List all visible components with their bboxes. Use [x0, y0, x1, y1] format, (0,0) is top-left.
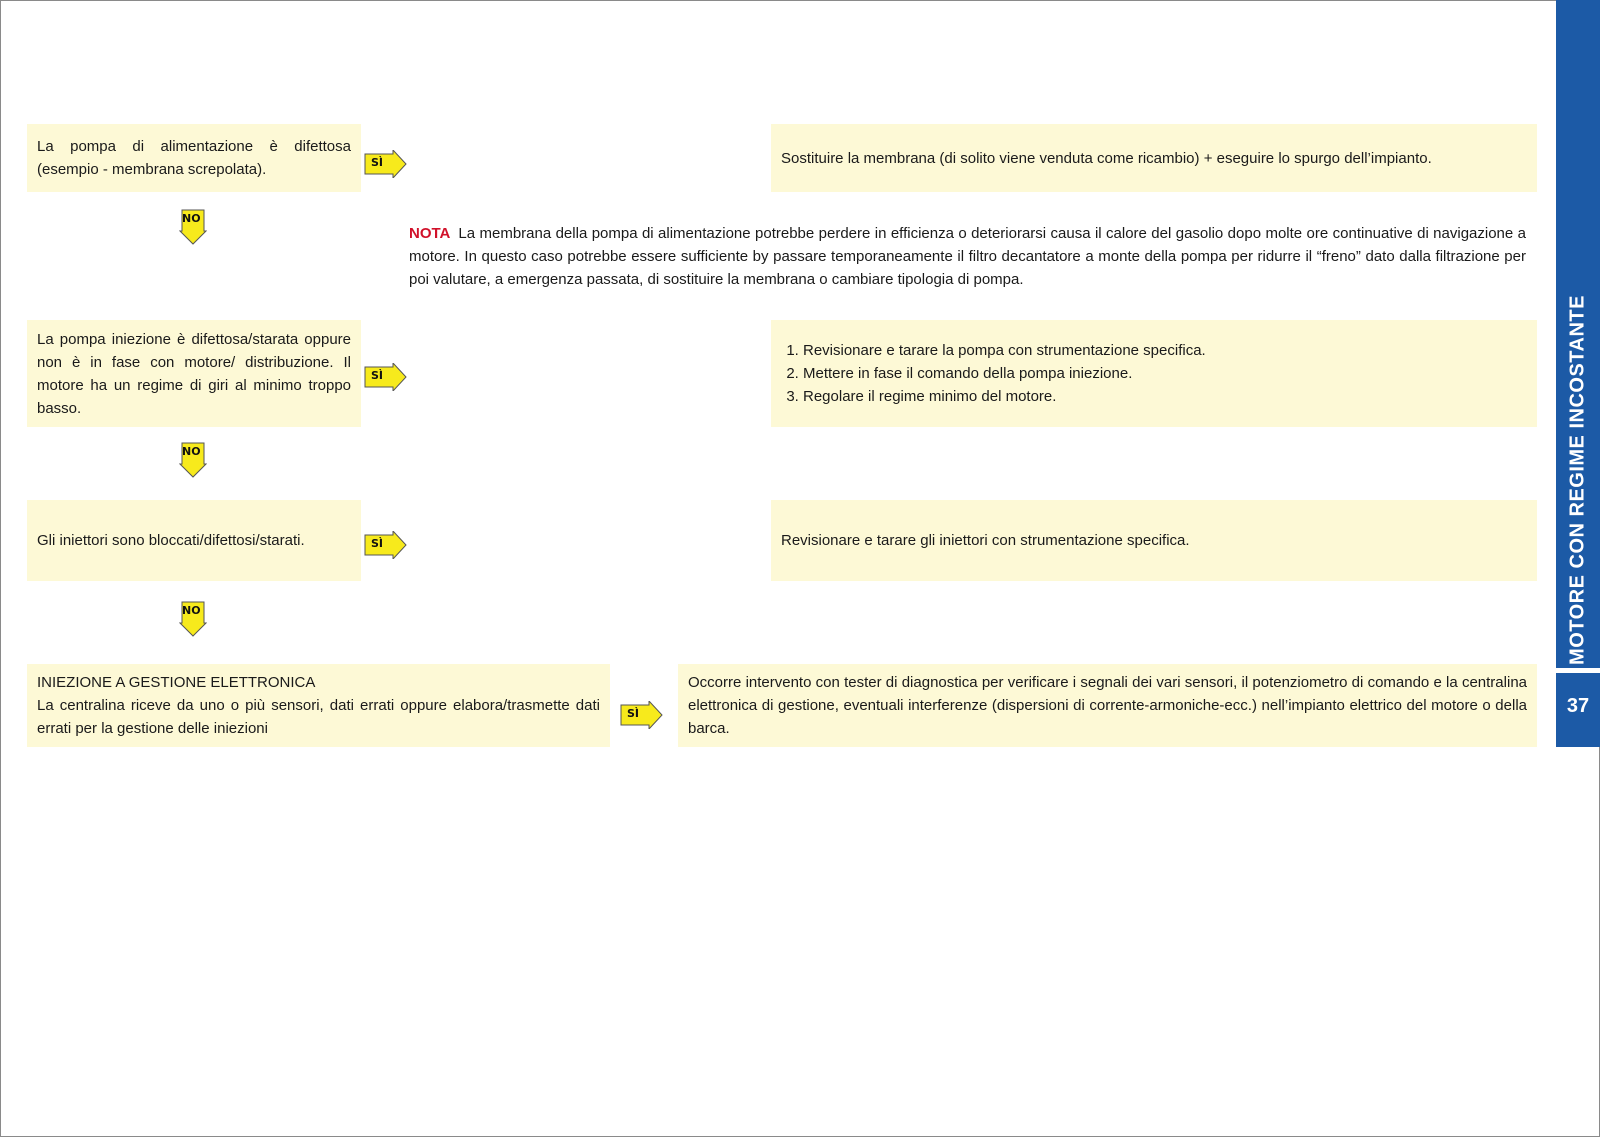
tab-divider [1556, 668, 1600, 673]
no-arrow-3 [179, 601, 207, 637]
yes-label: SÌ [371, 369, 384, 382]
condition-box-2 [27, 320, 361, 427]
yes-label: SÌ [371, 156, 384, 169]
condition-text-1: La pompa di alimentazione è difettosa (esempio - membrana screpolata). [37, 138, 351, 178]
remedy-text-4: Occorre intervento con tester di diagnostica per verificare i segnali dei vari sensori, il potenziometro di comando e la centralina elettronica di gestione, eventuali interferenze (dispersioni di corrente-armoniche-ecc.) nell’impianto elettrico del motore o della barca. [688, 674, 1527, 737]
condition-box-1 [27, 124, 361, 192]
note-label: NOTA [409, 225, 451, 242]
list-item: 1. Revisionare e tarare la pompa con strumentazione specifica. [803, 339, 1527, 362]
condition-text-2: La pompa iniezione è difettosa/starata oppure non è in fase con motore/ distribuzione. Il motore ha un regime di giri al minimo troppo basso. [37, 330, 351, 417]
remedy-box-1 [771, 124, 1537, 192]
no-arrow-2 [179, 442, 207, 478]
list-item: 3. Regolare il regime minimo del motore. [803, 385, 1527, 408]
no-label: NO [182, 445, 201, 458]
remedy-list-2 [781, 339, 1527, 408]
yes-arrow-2 [364, 363, 408, 391]
condition-box-4 [27, 664, 610, 747]
page-number: 37 [1566, 695, 1590, 717]
yes-arrow-1 [364, 150, 408, 178]
no-label: NO [182, 604, 201, 617]
yes-arrow-3 [364, 531, 408, 559]
condition-box-3 [27, 500, 361, 581]
no-arrow-1 [179, 209, 207, 245]
yes-arrow-4 [620, 701, 664, 729]
remedy-box-2 [771, 320, 1537, 427]
yes-label: SÌ [627, 707, 640, 720]
remedy-text-3: Revisionare e tarare gli iniettori con strumentazione specifica. [781, 532, 1190, 549]
condition-text-3: Gli iniettori sono bloccati/difettosi/starati. [37, 532, 305, 549]
list-item: 2. Mettere in fase il comando della pompa iniezione. [803, 362, 1527, 385]
note-text: La membrana della pompa di alimentazione potrebbe perdere in efficienza o deteriorarsi causa il calore del gasolio dopo molte ore continuative di navigazione a motore. In questo caso potrebbe essere sufficiente by passare temporaneamente il filtro decantatore a monte della pompa per ridurre il “freno” dato dalla filtrazione per poi valutare, a emergenza passata, di sostituire la membrana o cambiare tipologia di pompa. [409, 225, 1526, 288]
yes-label: SÌ [371, 537, 384, 550]
condition-text-4: La centralina riceve da uno o più sensori, dati errati oppure elabora/trasmette dati errati per la gestione delle iniezioni [37, 697, 600, 737]
remedy-text-1: Sostituire la membrana (di solito viene venduta come ricambio) + eseguire lo spurgo dell’impianto. [781, 149, 1432, 167]
remedy-box-3 [771, 500, 1537, 581]
section-title: MOTORE CON REGIME INCOSTANTE [1566, 295, 1589, 665]
condition-title-4: INIEZIONE A GESTIONE ELETTRONICA [37, 674, 316, 691]
note-paragraph [409, 222, 1526, 291]
no-label: NO [182, 212, 201, 225]
remedy-box-4 [678, 664, 1537, 747]
